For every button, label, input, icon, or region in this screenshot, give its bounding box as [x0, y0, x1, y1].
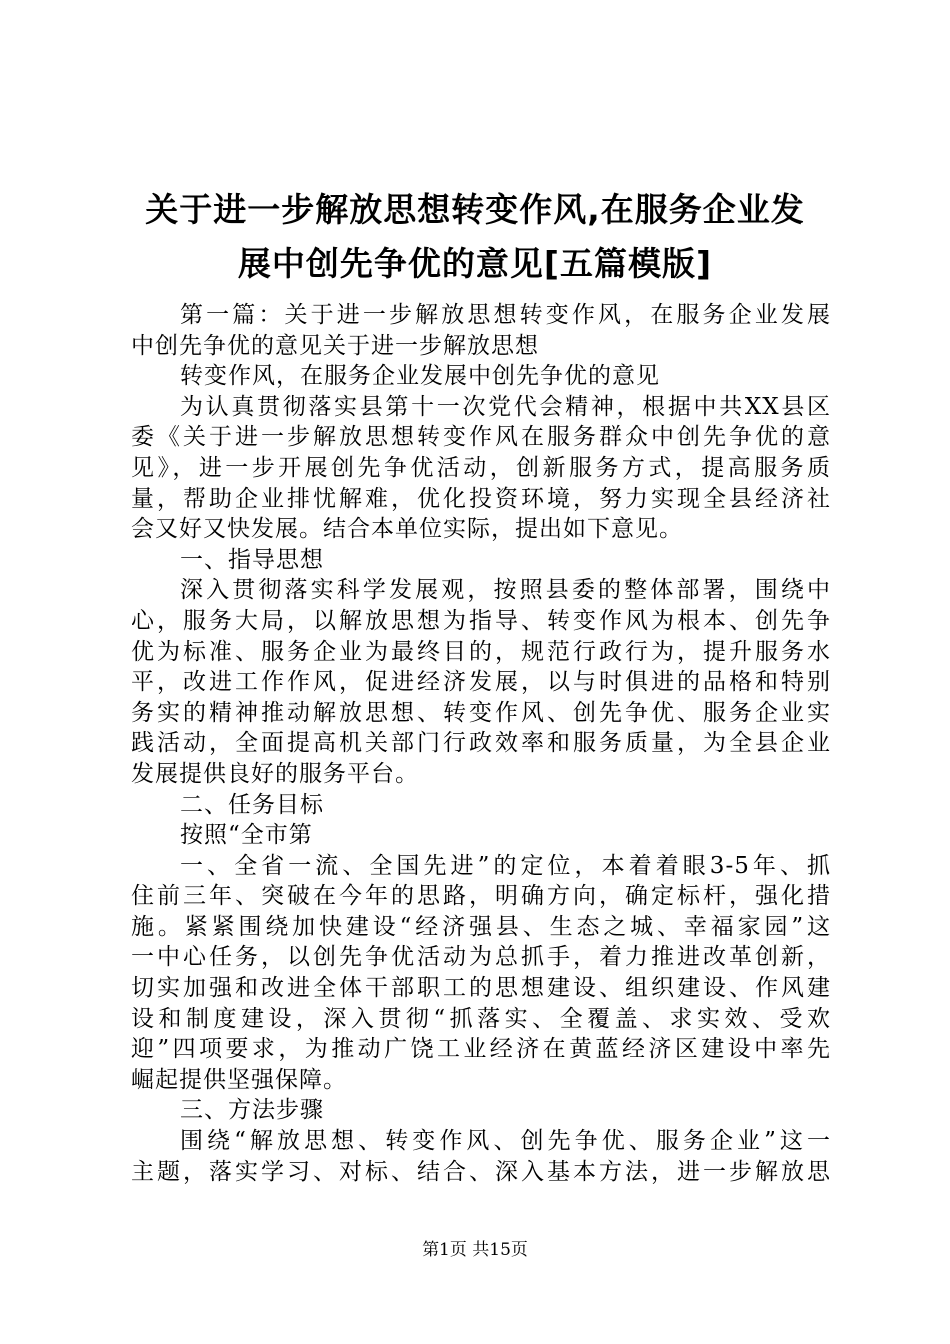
text-line: 施。紧紧围绕加快建设“经济强县、生态之城、幸福家园”这	[131, 913, 831, 940]
text-line: 发展提供良好的服务平台。	[131, 760, 419, 787]
text-line: 量，帮助企业排忧解难，优化投资环境，努力实现全县经济社	[131, 485, 831, 512]
text-line: 按照“全市第	[180, 822, 313, 849]
text-line: 一、全省一流、全国先进”的定位，本着着眼3-5年、抓	[180, 852, 831, 879]
text-line: 崛起提供坚强保障。	[131, 1066, 347, 1093]
text-line: 转变作风，在服务企业发展中创先争优的意见	[180, 363, 660, 390]
text-line: 会又好又快发展。结合本单位实际，提出如下意见。	[131, 516, 683, 543]
document-body	[131, 300, 831, 1187]
text-line: 切实加强和改进全体干部职工的思想建设、组织建设、作风建	[131, 975, 831, 1002]
page-footer: 第1页 共15页	[422, 1240, 528, 1260]
text-line: 平，改进工作作风，促进经济发展，以与时俱进的品格和特别	[131, 669, 831, 696]
text-line: 住前三年、突破在今年的思路，明确方向，确定标杆，强化措	[131, 883, 831, 910]
document-title	[110, 183, 840, 291]
text-line: 中创先争优的意见关于进一步解放思想	[131, 332, 539, 359]
text-line: 一中心任务，以创先争优活动为总抓手，着力推进改革创新，	[131, 944, 831, 971]
text-line: 主题，落实学习、对标、结合、深入基本方法，进一步解放思	[131, 1158, 831, 1185]
text-line: 务实的精神推动解放思想、转变作风、创先争优、服务企业实	[131, 699, 831, 726]
title-line-1: 关于进一步解放思想转变作风,在服务企业发	[145, 190, 805, 229]
text-line: 深入贯彻落实科学发展观，按照县委的整体部署，围绕中	[180, 577, 831, 604]
text-line: 设和制度建设，深入贯彻“抓落实、全覆盖、求实效、受欢	[131, 1005, 831, 1032]
text-line: 委《关于进一步解放思想转变作风在服务群众中创先争优的意	[131, 424, 831, 451]
text-line: 围绕“解放思想、转变作风、创先争优、服务企业”这一	[180, 1128, 831, 1155]
text-line: 迎”四项要求，为推动广饶工业经济在黄蓝经济区建设中率先	[131, 1036, 831, 1063]
text-line: 优为标准、服务企业为最终目的，规范行政行为，提升服务水	[131, 638, 831, 665]
title-line-2: 展中创先争优的意见[五篇模版]	[237, 244, 713, 283]
text-line: 为认真贯彻落实县第十一次党代会精神，根据中共XX县区	[180, 393, 831, 420]
text-line: 第一篇：关于进一步解放思想转变作风，在服务企业发展	[180, 302, 831, 328]
text-line: 一、指导思想	[180, 546, 324, 573]
text-line: 践活动，全面提高机关部门行政效率和服务质量，为全县企业	[131, 730, 831, 757]
text-line: 见》，进一步开展创先争优活动，创新服务方式，提高服务质	[131, 454, 831, 481]
text-line: 二、任务目标	[180, 791, 324, 818]
text-line: 心，服务大局，以解放思想为指导、转变作风为根本、创先争	[131, 607, 831, 634]
text-line: 三、方法步骤	[180, 1097, 324, 1124]
